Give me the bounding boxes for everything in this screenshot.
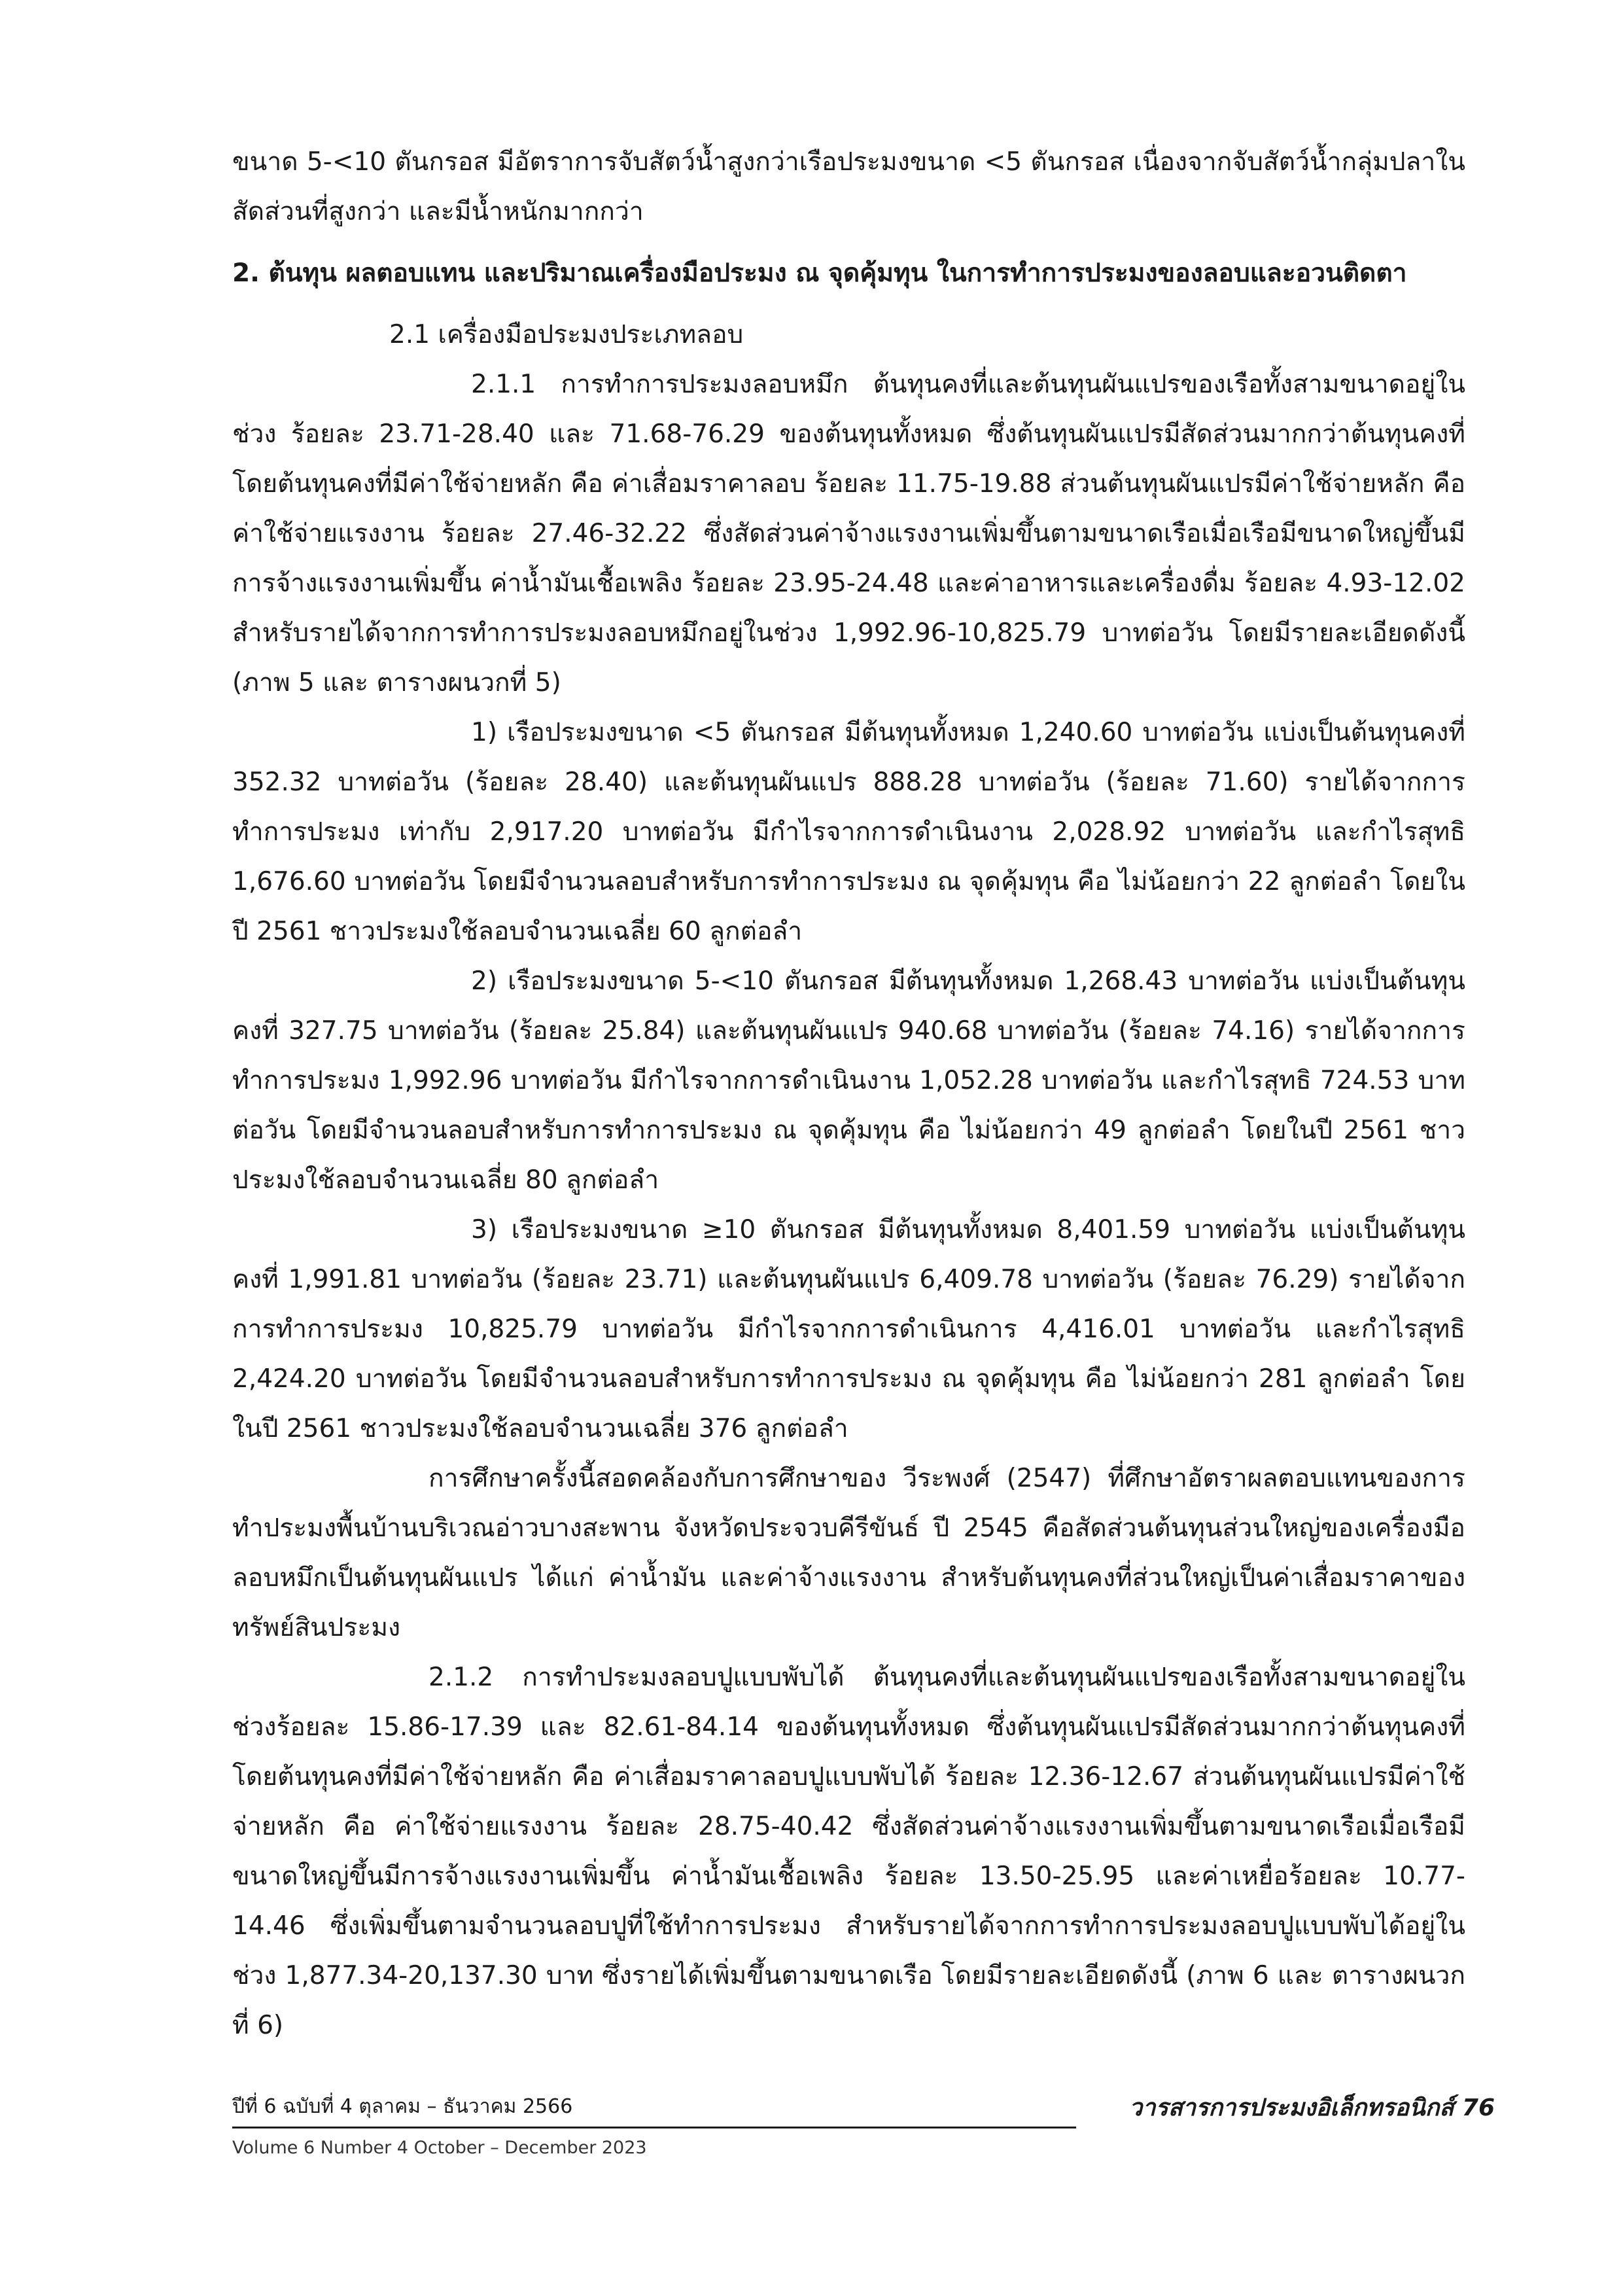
page-body bbox=[232, 137, 1465, 2051]
footer-issue-th: ปีที่ 6 ฉบับที่ 4 ตุลาคม – ธันวาคม 2566 bbox=[232, 2095, 573, 2118]
paragraph-item-3: 3) เรือประมงขนาด ≥10 ตันกรอส มีต้นทุนทั้งหมด 8,401.59 บาทต่อวัน แบ่งเป็นต้นทุนคงที่ 1,991.81 บาทต่อวัน (ร้อยละ 23.71) และต้นทุนผันแปร 6,409.78 บาทต่อวัน (ร้อยละ 76.29) รายได้จากการทำการประมง 10,825.79 บาทต่อวัน มีกำไรจากการดำเนินการ 4,416.01 บาทต่อวัน และกำไรสุทธิ 2,424.20 บาทต่อวัน โดยมีจำนวนลอบสำหรับการทำการประมง ณ จุดคุ้มทุน คือ ไม่น้อยกว่า 281 ลูกต่อลำ โดยในปี 2561 ชาวประมงใช้ลอบจำนวนเฉลี่ย 376 ลูกต่อลำ bbox=[232, 1215, 1465, 1443]
paragraph-intro: ขนาด 5-<10 ตันกรอส มีอัตราการจับสัตว์น้ำสูงกว่าเรือประมงขนาด <5 ตันกรอส เนื่องจากจับสัตว์น้ำกลุ่มปลาในสัดส่วนที่สูงกว่า และมีน้ำหนักมากกว่า bbox=[232, 147, 1465, 226]
section-heading: 2. ต้นทุน ผลตอบแทน และปริมาณเครื่องมือประมง ณ จุดคุ้มทุน ในการทำการประมงของลอบและอวนติดตา bbox=[232, 258, 1407, 288]
paragraph-item-2: 2) เรือประมงขนาด 5-<10 ตันกรอส มีต้นทุนทั้งหมด 1,268.43 บาทต่อวัน แบ่งเป็นต้นทุนคงที่ 327.75 บาทต่อวัน (ร้อยละ 25.84) และต้นทุนผันแปร 940.68 บาทต่อวัน (ร้อยละ 74.16) รายได้จากการทำการประมง 1,992.96 บาทต่อวัน มีกำไรจากการดำเนินงาน 1,052.28 บาทต่อวัน และกำไรสุทธิ 724.53 บาทต่อวัน โดยมีจำนวนลอบสำหรับการทำการประมง ณ จุดคุ้มทุน คือ ไม่น้อยกว่า 49 ลูกต่อลำ โดยในปี 2561 ชาวประมงใช้ลอบจำนวนเฉลี่ย 80 ลูกต่อลำ bbox=[232, 966, 1465, 1195]
subsection-heading: 2.1 เครื่องมือประมงประเภทลอบ bbox=[389, 320, 744, 349]
footer-rule bbox=[232, 2127, 1076, 2128]
footer-journal-page: วารสารการประมงอิเล็กทรอนิกส์ 76 bbox=[1129, 2094, 1495, 2121]
footer-issue-en: Volume 6 Number 4 October – December 2023 bbox=[232, 2138, 647, 2158]
paragraph-item-1: 1) เรือประมงขนาด <5 ตันกรอส มีต้นทุนทั้งหมด 1,240.60 บาทต่อวัน แบ่งเป็นต้นทุนคงที่ 352.32 บาทต่อวัน (ร้อยละ 28.40) และต้นทุนผันแปร 888.28 บาทต่อวัน (ร้อยละ 71.60) รายได้จากการทำการประมง เท่ากับ 2,917.20 บาทต่อวัน มีกำไรจากการดำเนินงาน 2,028.92 บาทต่อวัน และกำไรสุทธิ 1,676.60 บาทต่อวัน โดยมีจำนวนลอบสำหรับการทำการประมง ณ จุดคุ้มทุน คือ ไม่น้อยกว่า 22 ลูกต่อลำ โดยในปี 2561 ชาวประมงใช้ลอบจำนวนเฉลี่ย 60 ลูกต่อลำ bbox=[232, 718, 1465, 946]
paragraph-2-1-1: 2.1.1 การทำการประมงลอบหมึก ต้นทุนคงที่และต้นทุนผันแปรของเรือทั้งสามขนาดอยู่ในช่วง ร้อยละ 23.71-28.40 และ 71.68-76.29 ของต้นทุนทั้งหมด ซึ่งต้นทุนผันแปรมีสัดส่วนมากกว่าต้นทุนคงที่ โดยต้นทุนคงที่มีค่าใช้จ่ายหลัก คือ ค่าเสื่อมราคาลอบ ร้อยละ 11.75-19.88 ส่วนต้นทุนผันแปรมีค่าใช้จ่ายหลัก คือ ค่าใช้จ่ายแรงงาน ร้อยละ 27.46-32.22 ซึ่งสัดส่วนค่าจ้างแรงงานเพิ่มขึ้นตามขนาดเรือเมื่อเรือมีขนาดใหญ่ขึ้นมีการจ้างแรงงานเพิ่มขึ้น ค่าน้ำมันเชื้อเพลิง ร้อยละ 23.95-24.48 และค่าอาหารและเครื่องดื่ม ร้อยละ 4.93-12.02 สำหรับรายได้จากการทำการประมงลอบหมึกอยู่ในช่วง 1,992.96-10,825.79 บาทต่อวัน โดยมีรายละเอียดดังนี้ (ภาพ 5 และ ตารางผนวกที่ 5) bbox=[232, 370, 1465, 698]
paragraph-2-1-2: 2.1.2 การทำประมงลอบปูแบบพับได้ ต้นทุนคงที่และต้นทุนผันแปรของเรือทั้งสามขนาดอยู่ในช่วงร้อยละ 15.86-17.39 และ 82.61-84.14 ของต้นทุนทั้งหมด ซึ่งต้นทุนผันแปรมีสัดส่วนมากกว่าต้นทุนคงที่ โดยต้นทุนคงที่มีค่าใช้จ่ายหลัก คือ ค่าเสื่อมราคาลอบปูแบบพับได้ ร้อยละ 12.36-12.67 ส่วนต้นทุนผันแปรมีค่าใช้จ่ายหลัก คือ ค่าใช้จ่ายแรงงาน ร้อยละ 28.75-40.42 ซึ่งสัดส่วนค่าจ้างแรงงานเพิ่มขึ้นตามขนาดเรือเมื่อเรือมีขนาดใหญ่ขึ้นมีการจ้างแรงงานเพิ่มขึ้น ค่าน้ำมันเชื้อเพลิง ร้อยละ 13.50-25.95 และค่าเหยื่อร้อยละ 10.77-14.46 ซึ่งเพิ่มขึ้นตามจำนวนลอบปูที่ใช้ทำการประมง สำหรับรายได้จากการทำการประมงลอบปูแบบพับได้อยู่ในช่วง 1,877.34-20,137.30 บาท ซึ่งรายได้เพิ่มขึ้นตามขนาดเรือ โดยมีรายละเอียดดังนี้ (ภาพ 6 และ ตารางผนวกที่ 6) bbox=[232, 1663, 1465, 2040]
paragraph-discussion: การศึกษาครั้งนี้สอดคล้องกับการศึกษาของ วีระพงศ์ (2547) ที่ศึกษาอัตราผลตอบแทนของการทำประมงพื้นบ้านบริเวณอ่าวบางสะพาน จังหวัดประจวบคีรีขันธ์ ปี 2545 คือสัดส่วนต้นทุนส่วนใหญ่ของเครื่องมือลอบหมึกเป็นต้นทุนผันแปร ได้แก่ ค่าน้ำมัน และค่าจ้างแรงงาน สำหรับต้นทุนคงที่ส่วนใหญ่เป็นค่าเสื่อมราคาของทรัพย์สินประมง bbox=[232, 1464, 1465, 1642]
